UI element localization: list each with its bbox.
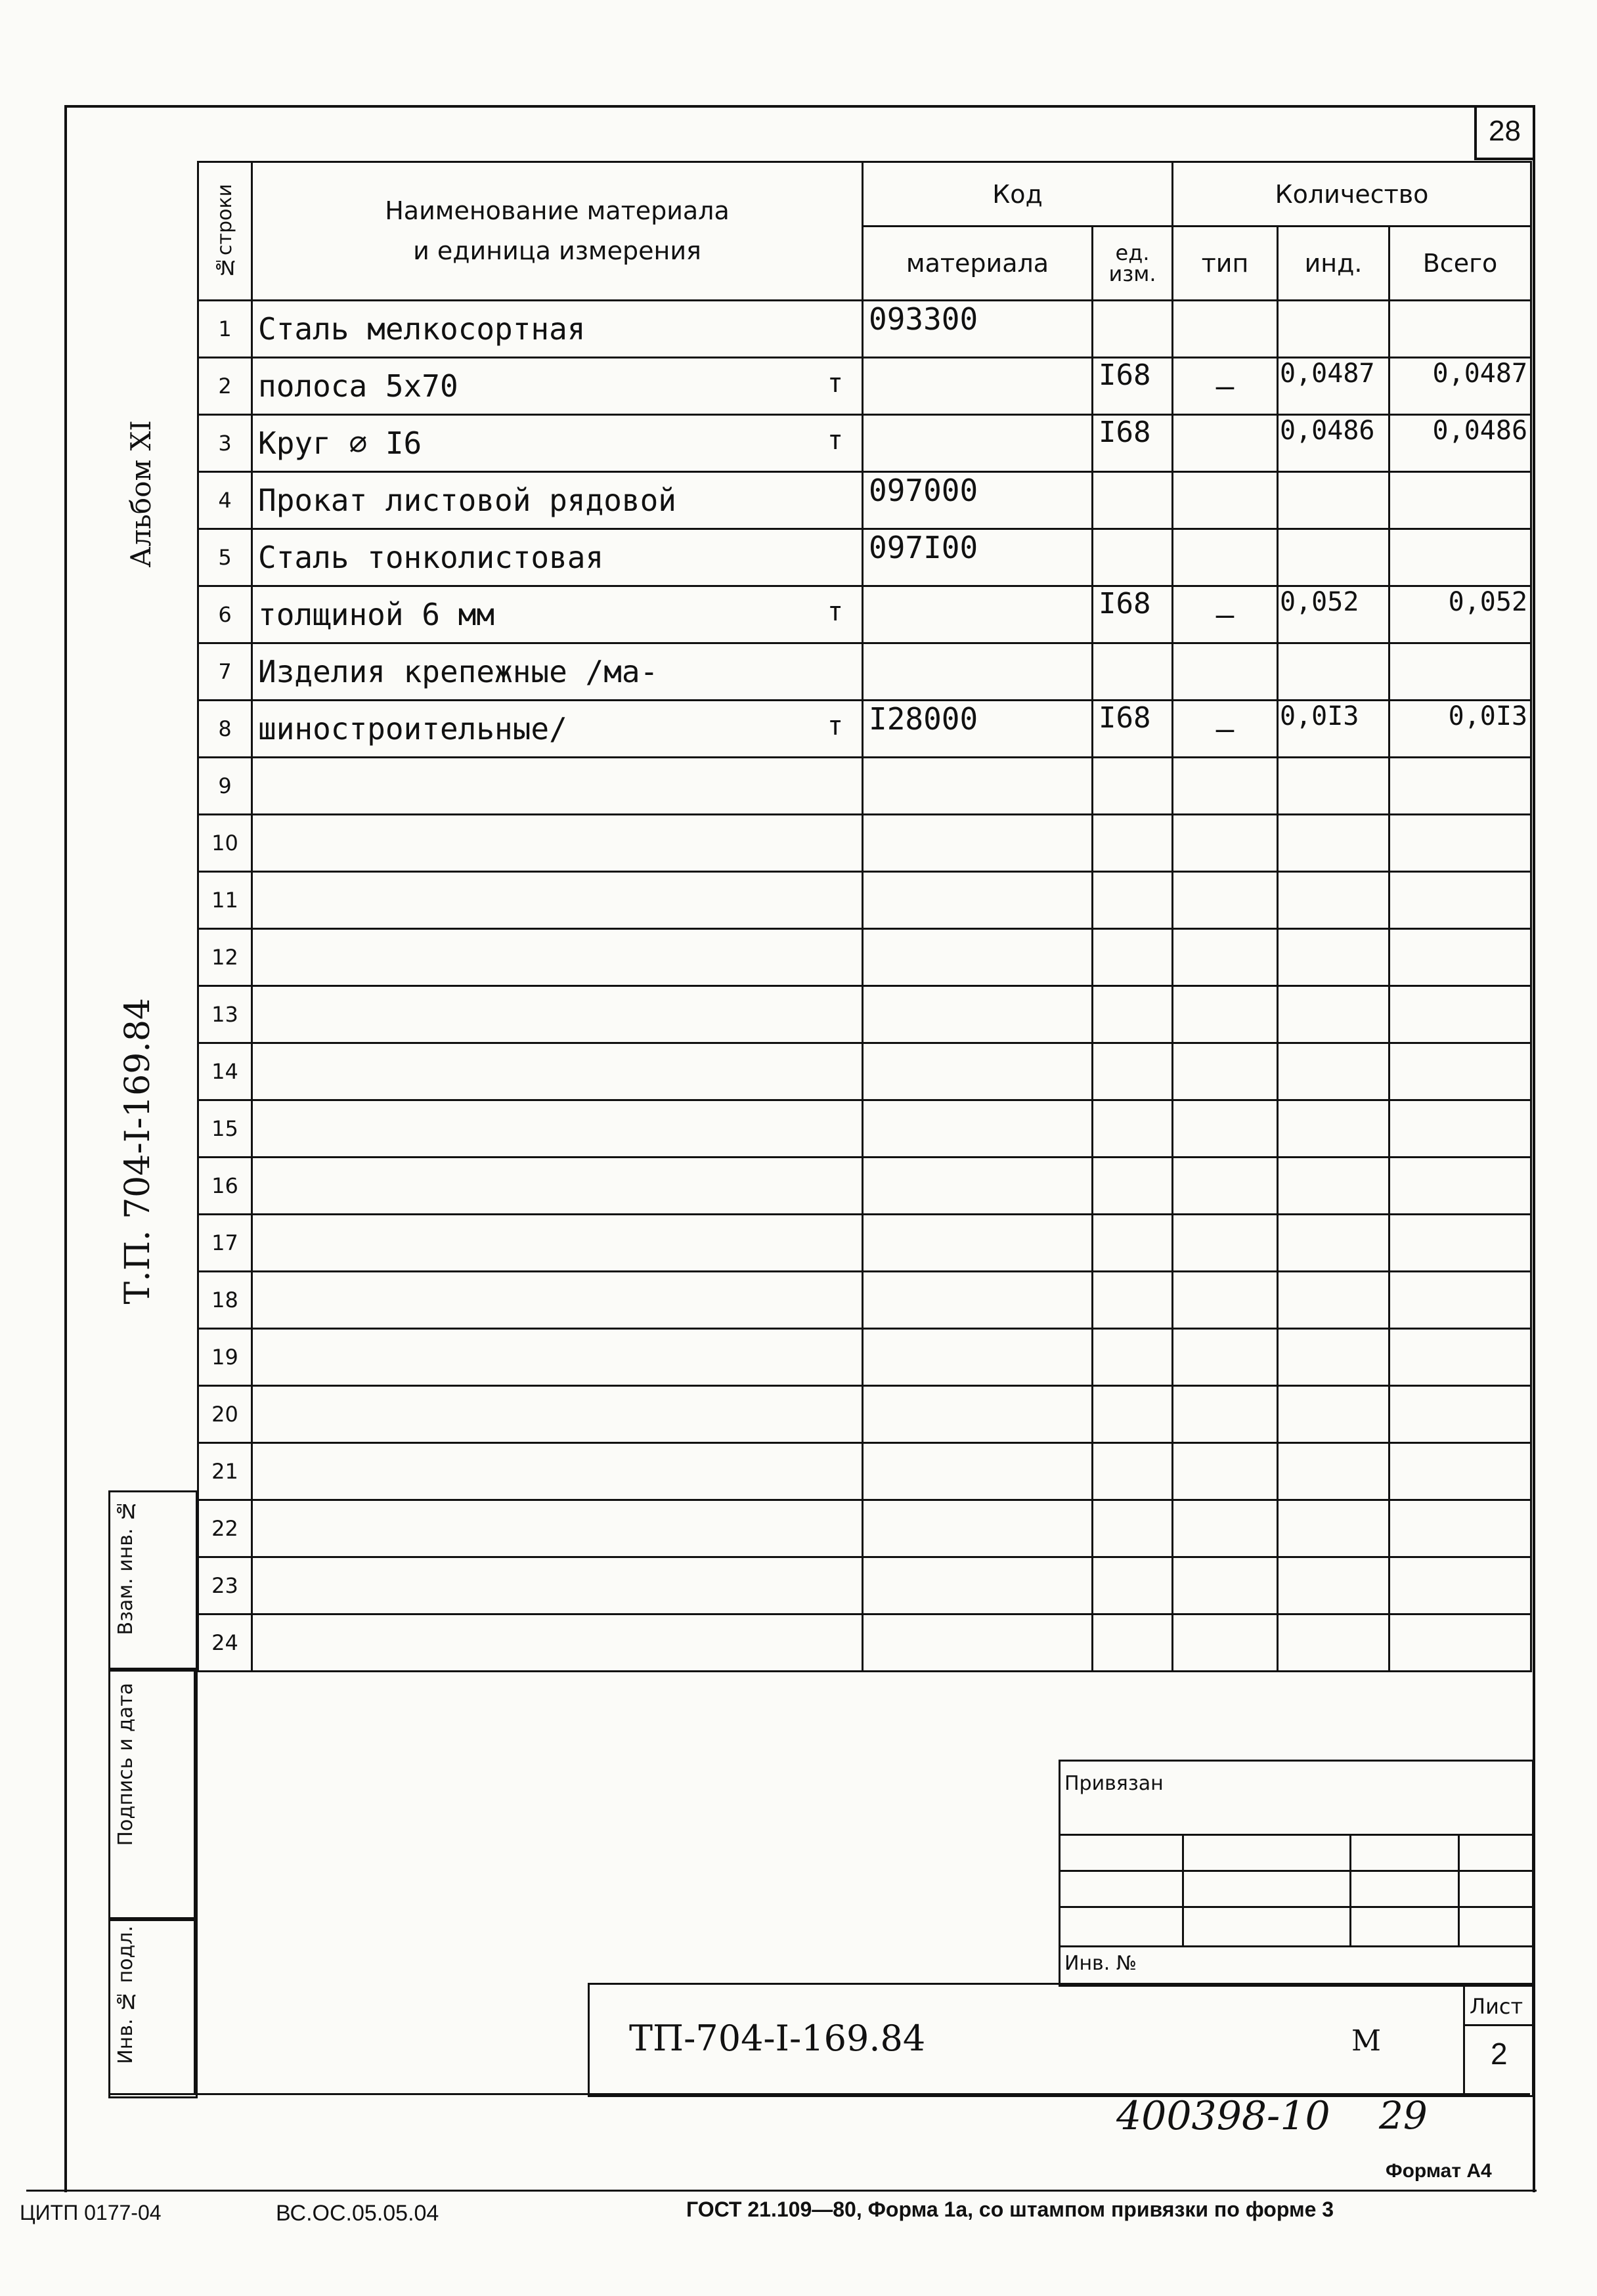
unit-code <box>1093 643 1173 701</box>
row-number: 11 <box>198 872 252 929</box>
qty-ind <box>1278 301 1389 358</box>
qty-ind <box>1278 758 1389 815</box>
material-name-cell <box>252 1500 863 1557</box>
material-unit: т <box>827 425 843 456</box>
header-code-unit: ед. изм. <box>1093 227 1173 301</box>
row-number: 13 <box>198 986 252 1043</box>
qty-total <box>1389 643 1531 701</box>
qty-total <box>1389 872 1531 929</box>
table-row <box>198 986 1531 1043</box>
table-row <box>198 643 1531 701</box>
material-code <box>863 929 1093 986</box>
header-code-material: материала <box>863 227 1093 301</box>
table-row <box>198 701 1531 758</box>
qty-total: 0,0I3 <box>1389 701 1531 758</box>
row-number: 2 <box>198 358 252 415</box>
footer-left-2: ВС.ОС.05.05.04 <box>276 2201 439 2226</box>
unit-code <box>1093 1443 1173 1500</box>
row-number: 18 <box>198 1272 252 1329</box>
qty-total <box>1389 1443 1531 1500</box>
unit-code <box>1093 1500 1173 1557</box>
qty-type <box>1173 758 1278 815</box>
table-row <box>198 529 1531 586</box>
header-code: Код <box>863 162 1173 227</box>
qty-type <box>1173 1272 1278 1329</box>
material-name-cell <box>252 1043 863 1100</box>
row-number: 10 <box>198 815 252 872</box>
qty-ind <box>1278 1329 1389 1386</box>
row-number: 8 <box>198 701 252 758</box>
qty-type <box>1173 643 1278 701</box>
material-name: Изделия крепежные /ма- <box>258 654 659 689</box>
material-unit: т <box>827 368 843 399</box>
side-stamp-vzam: Взам. инв. № <box>108 1490 198 1672</box>
row-number: 1 <box>198 301 252 358</box>
unit-code <box>1093 472 1173 529</box>
material-name-cell <box>252 1215 863 1272</box>
material-name-cell <box>252 1329 863 1386</box>
material-code <box>863 1386 1093 1443</box>
qty-total: 0,0486 <box>1389 415 1531 472</box>
material-name: Сталь мелкосортная <box>258 311 586 347</box>
unit-code <box>1093 1272 1173 1329</box>
material-code <box>863 1614 1093 1672</box>
qty-ind <box>1278 986 1389 1043</box>
material-name: Прокат листовой рядовой <box>258 483 676 518</box>
material-name-cell <box>252 815 863 872</box>
row-number: 9 <box>198 758 252 815</box>
qty-type <box>1173 929 1278 986</box>
material-code <box>863 643 1093 701</box>
qty-ind <box>1278 1500 1389 1557</box>
qty-type <box>1173 872 1278 929</box>
qty-ind <box>1278 1215 1389 1272</box>
footer-gost: ГОСТ 21.109—80, Форма 1а, со штампом привязки по форме 3 <box>686 2198 1334 2221</box>
table-row <box>198 1614 1531 1672</box>
unit-code <box>1093 1215 1173 1272</box>
qty-type <box>1173 1158 1278 1215</box>
table-row <box>198 1500 1531 1557</box>
qty-ind: 0,0487 <box>1278 358 1389 415</box>
qty-type <box>1173 415 1278 472</box>
qty-type <box>1173 1500 1278 1557</box>
header-rownum: №строки <box>198 162 252 301</box>
stamp-left-divider <box>194 1668 196 2094</box>
qty-total <box>1389 301 1531 358</box>
material-name-cell <box>252 701 863 758</box>
qty-type <box>1173 815 1278 872</box>
header-qty-ind: инд. <box>1278 227 1389 301</box>
material-name-cell <box>252 1614 863 1672</box>
material-code <box>863 986 1093 1043</box>
album-label: Альбом XI <box>125 420 157 568</box>
row-number: 12 <box>198 929 252 986</box>
footer-rule <box>26 2190 1537 2192</box>
material-code <box>863 415 1093 472</box>
unit-code <box>1093 929 1173 986</box>
qty-type <box>1173 1215 1278 1272</box>
qty-total <box>1389 815 1531 872</box>
material-unit: т <box>827 597 843 627</box>
qty-total <box>1389 1215 1531 1272</box>
unit-code <box>1093 1329 1173 1386</box>
handwritten-code: 400398-10 <box>1116 2093 1330 2139</box>
qty-total <box>1389 1100 1531 1158</box>
table-row <box>198 1557 1531 1614</box>
qty-ind <box>1278 529 1389 586</box>
table-row <box>198 1272 1531 1329</box>
header-qty-total: Всего <box>1389 227 1531 301</box>
qty-total <box>1389 529 1531 586</box>
table-row <box>198 1043 1531 1100</box>
table-row <box>198 1100 1531 1158</box>
table-row <box>198 586 1531 643</box>
qty-ind <box>1278 643 1389 701</box>
table-row <box>198 1215 1531 1272</box>
material-name-cell <box>252 301 863 358</box>
qty-total <box>1389 1386 1531 1443</box>
material-code <box>863 758 1093 815</box>
qty-total <box>1389 1614 1531 1672</box>
material-name-cell <box>252 1557 863 1614</box>
row-number: 5 <box>198 529 252 586</box>
material-name-cell <box>252 872 863 929</box>
qty-total <box>1389 1329 1531 1386</box>
unit-code <box>1093 529 1173 586</box>
qty-type <box>1173 1557 1278 1614</box>
material-name-cell <box>252 358 863 415</box>
material-code <box>863 1272 1093 1329</box>
material-name-cell <box>252 472 863 529</box>
qty-type <box>1173 1443 1278 1500</box>
qty-type <box>1173 472 1278 529</box>
unit-code <box>1093 1043 1173 1100</box>
title-block <box>588 1983 1534 2097</box>
qty-total <box>1389 1500 1531 1557</box>
qty-type <box>1173 1043 1278 1100</box>
material-code: 097I00 <box>863 529 1093 586</box>
material-code <box>863 1500 1093 1557</box>
material-name-cell <box>252 1100 863 1158</box>
qty-ind: 0,052 <box>1278 586 1389 643</box>
material-name-cell <box>252 986 863 1043</box>
qty-ind <box>1278 1158 1389 1215</box>
mark: М <box>1351 2024 1382 2058</box>
row-number: 23 <box>198 1557 252 1614</box>
qty-ind <box>1278 1272 1389 1329</box>
qty-type: – <box>1173 701 1278 758</box>
material-name: полоса 5х70 <box>258 368 458 404</box>
table-row <box>198 872 1531 929</box>
unit-code <box>1093 986 1173 1043</box>
qty-total <box>1389 929 1531 986</box>
table-row <box>198 415 1531 472</box>
designation: ТП-704-I-169.84 <box>629 2018 926 2059</box>
material-code <box>863 586 1093 643</box>
qty-total: 0,0487 <box>1389 358 1531 415</box>
row-number: 21 <box>198 1443 252 1500</box>
unit-code: I68 <box>1093 358 1173 415</box>
material-name: Круг ∅ I6 <box>258 425 422 461</box>
material-unit: т <box>827 711 843 741</box>
unit-code <box>1093 301 1173 358</box>
qty-ind <box>1278 815 1389 872</box>
qty-ind <box>1278 1557 1389 1614</box>
header-quantity: Количество <box>1173 162 1531 227</box>
material-name: толщиной 6 мм <box>258 597 495 632</box>
table-row <box>198 929 1531 986</box>
material-code <box>863 1100 1093 1158</box>
material-code <box>863 1043 1093 1100</box>
qty-ind <box>1278 929 1389 986</box>
qty-type <box>1173 1329 1278 1386</box>
row-number: 16 <box>198 1158 252 1215</box>
qty-total <box>1389 1272 1531 1329</box>
qty-type: – <box>1173 586 1278 643</box>
unit-code <box>1093 1614 1173 1672</box>
unit-code <box>1093 872 1173 929</box>
material-name-cell <box>252 415 863 472</box>
table-row <box>198 1158 1531 1215</box>
qty-type <box>1173 1100 1278 1158</box>
material-code: I28000 <box>863 701 1093 758</box>
qty-type: – <box>1173 358 1278 415</box>
row-number: 15 <box>198 1100 252 1158</box>
material-code <box>863 872 1093 929</box>
footer-left-1: ЦИТП 0177-04 <box>20 2201 162 2224</box>
page-number: 28 <box>1474 105 1533 160</box>
format-label: Формат А4 <box>1386 2160 1492 2182</box>
qty-type <box>1173 529 1278 586</box>
side-stamp-inv-podl: Инв. № подл. <box>108 1917 198 2098</box>
unit-code <box>1093 1158 1173 1215</box>
table-row <box>198 301 1531 358</box>
table-row <box>198 758 1531 815</box>
table-row <box>198 1443 1531 1500</box>
material-name-cell <box>252 643 863 701</box>
unit-code: I68 <box>1093 701 1173 758</box>
table-row <box>198 1329 1531 1386</box>
qty-total <box>1389 1158 1531 1215</box>
table-row <box>198 472 1531 529</box>
qty-total <box>1389 1043 1531 1100</box>
qty-total <box>1389 472 1531 529</box>
qty-total: 0,052 <box>1389 586 1531 643</box>
row-number: 7 <box>198 643 252 701</box>
qty-ind <box>1278 1100 1389 1158</box>
material-code: 093300 <box>863 301 1093 358</box>
material-name-cell <box>252 1272 863 1329</box>
material-name-cell <box>252 929 863 986</box>
material-code <box>863 1557 1093 1614</box>
row-number: 22 <box>198 1500 252 1557</box>
material-code <box>863 1443 1093 1500</box>
header-qty-type: тип <box>1173 227 1278 301</box>
material-name-cell <box>252 1386 863 1443</box>
material-name-cell <box>252 586 863 643</box>
side-stamp-podpis: Подпись и дата <box>108 1668 198 1921</box>
unit-code <box>1093 815 1173 872</box>
unit-code: I68 <box>1093 415 1173 472</box>
row-number: 19 <box>198 1329 252 1386</box>
row-number: 4 <box>198 472 252 529</box>
privyazan-block: Привязан Инв. № <box>1059 1760 1534 1987</box>
row-number: 3 <box>198 415 252 472</box>
material-code <box>863 1158 1093 1215</box>
material-spec-table <box>197 161 1532 1672</box>
qty-ind <box>1278 472 1389 529</box>
row-number: 24 <box>198 1614 252 1672</box>
sheet-label: Лист <box>1470 1994 1523 2019</box>
unit-code <box>1093 1386 1173 1443</box>
material-name-cell <box>252 1158 863 1215</box>
table-row <box>198 358 1531 415</box>
qty-ind: 0,0486 <box>1278 415 1389 472</box>
unit-code <box>1093 758 1173 815</box>
material-name: Сталь тонколистовая <box>258 540 604 575</box>
material-code: 097000 <box>863 472 1093 529</box>
material-name-cell <box>252 529 863 586</box>
material-code <box>863 1215 1093 1272</box>
row-number: 6 <box>198 586 252 643</box>
qty-ind <box>1278 1043 1389 1100</box>
row-number: 17 <box>198 1215 252 1272</box>
qty-type <box>1173 301 1278 358</box>
qty-ind <box>1278 1443 1389 1500</box>
row-number: 14 <box>198 1043 252 1100</box>
qty-total <box>1389 758 1531 815</box>
qty-ind: 0,0I3 <box>1278 701 1389 758</box>
qty-type <box>1173 986 1278 1043</box>
qty-ind <box>1278 872 1389 929</box>
qty-total <box>1389 986 1531 1043</box>
material-name: шиностроительные/ <box>258 711 567 747</box>
header-name: Наименование материала и единица измерения <box>252 162 863 301</box>
qty-type <box>1173 1386 1278 1443</box>
material-code <box>863 815 1093 872</box>
table-row <box>198 1386 1531 1443</box>
material-code <box>863 1329 1093 1386</box>
qty-ind <box>1278 1614 1389 1672</box>
material-name-cell <box>252 1443 863 1500</box>
table-row <box>198 815 1531 872</box>
handwritten-sheet: 29 <box>1379 2093 1428 2138</box>
qty-ind <box>1278 1386 1389 1443</box>
material-code <box>863 358 1093 415</box>
unit-code <box>1093 1557 1173 1614</box>
material-name-cell <box>252 758 863 815</box>
row-number: 20 <box>198 1386 252 1443</box>
unit-code <box>1093 1100 1173 1158</box>
unit-code: I68 <box>1093 586 1173 643</box>
qty-type <box>1173 1614 1278 1672</box>
project-side-label: Т.П. 704-I-169.84 <box>118 998 158 1305</box>
qty-total <box>1389 1557 1531 1614</box>
sheet-number: 2 <box>1491 2037 1508 2071</box>
